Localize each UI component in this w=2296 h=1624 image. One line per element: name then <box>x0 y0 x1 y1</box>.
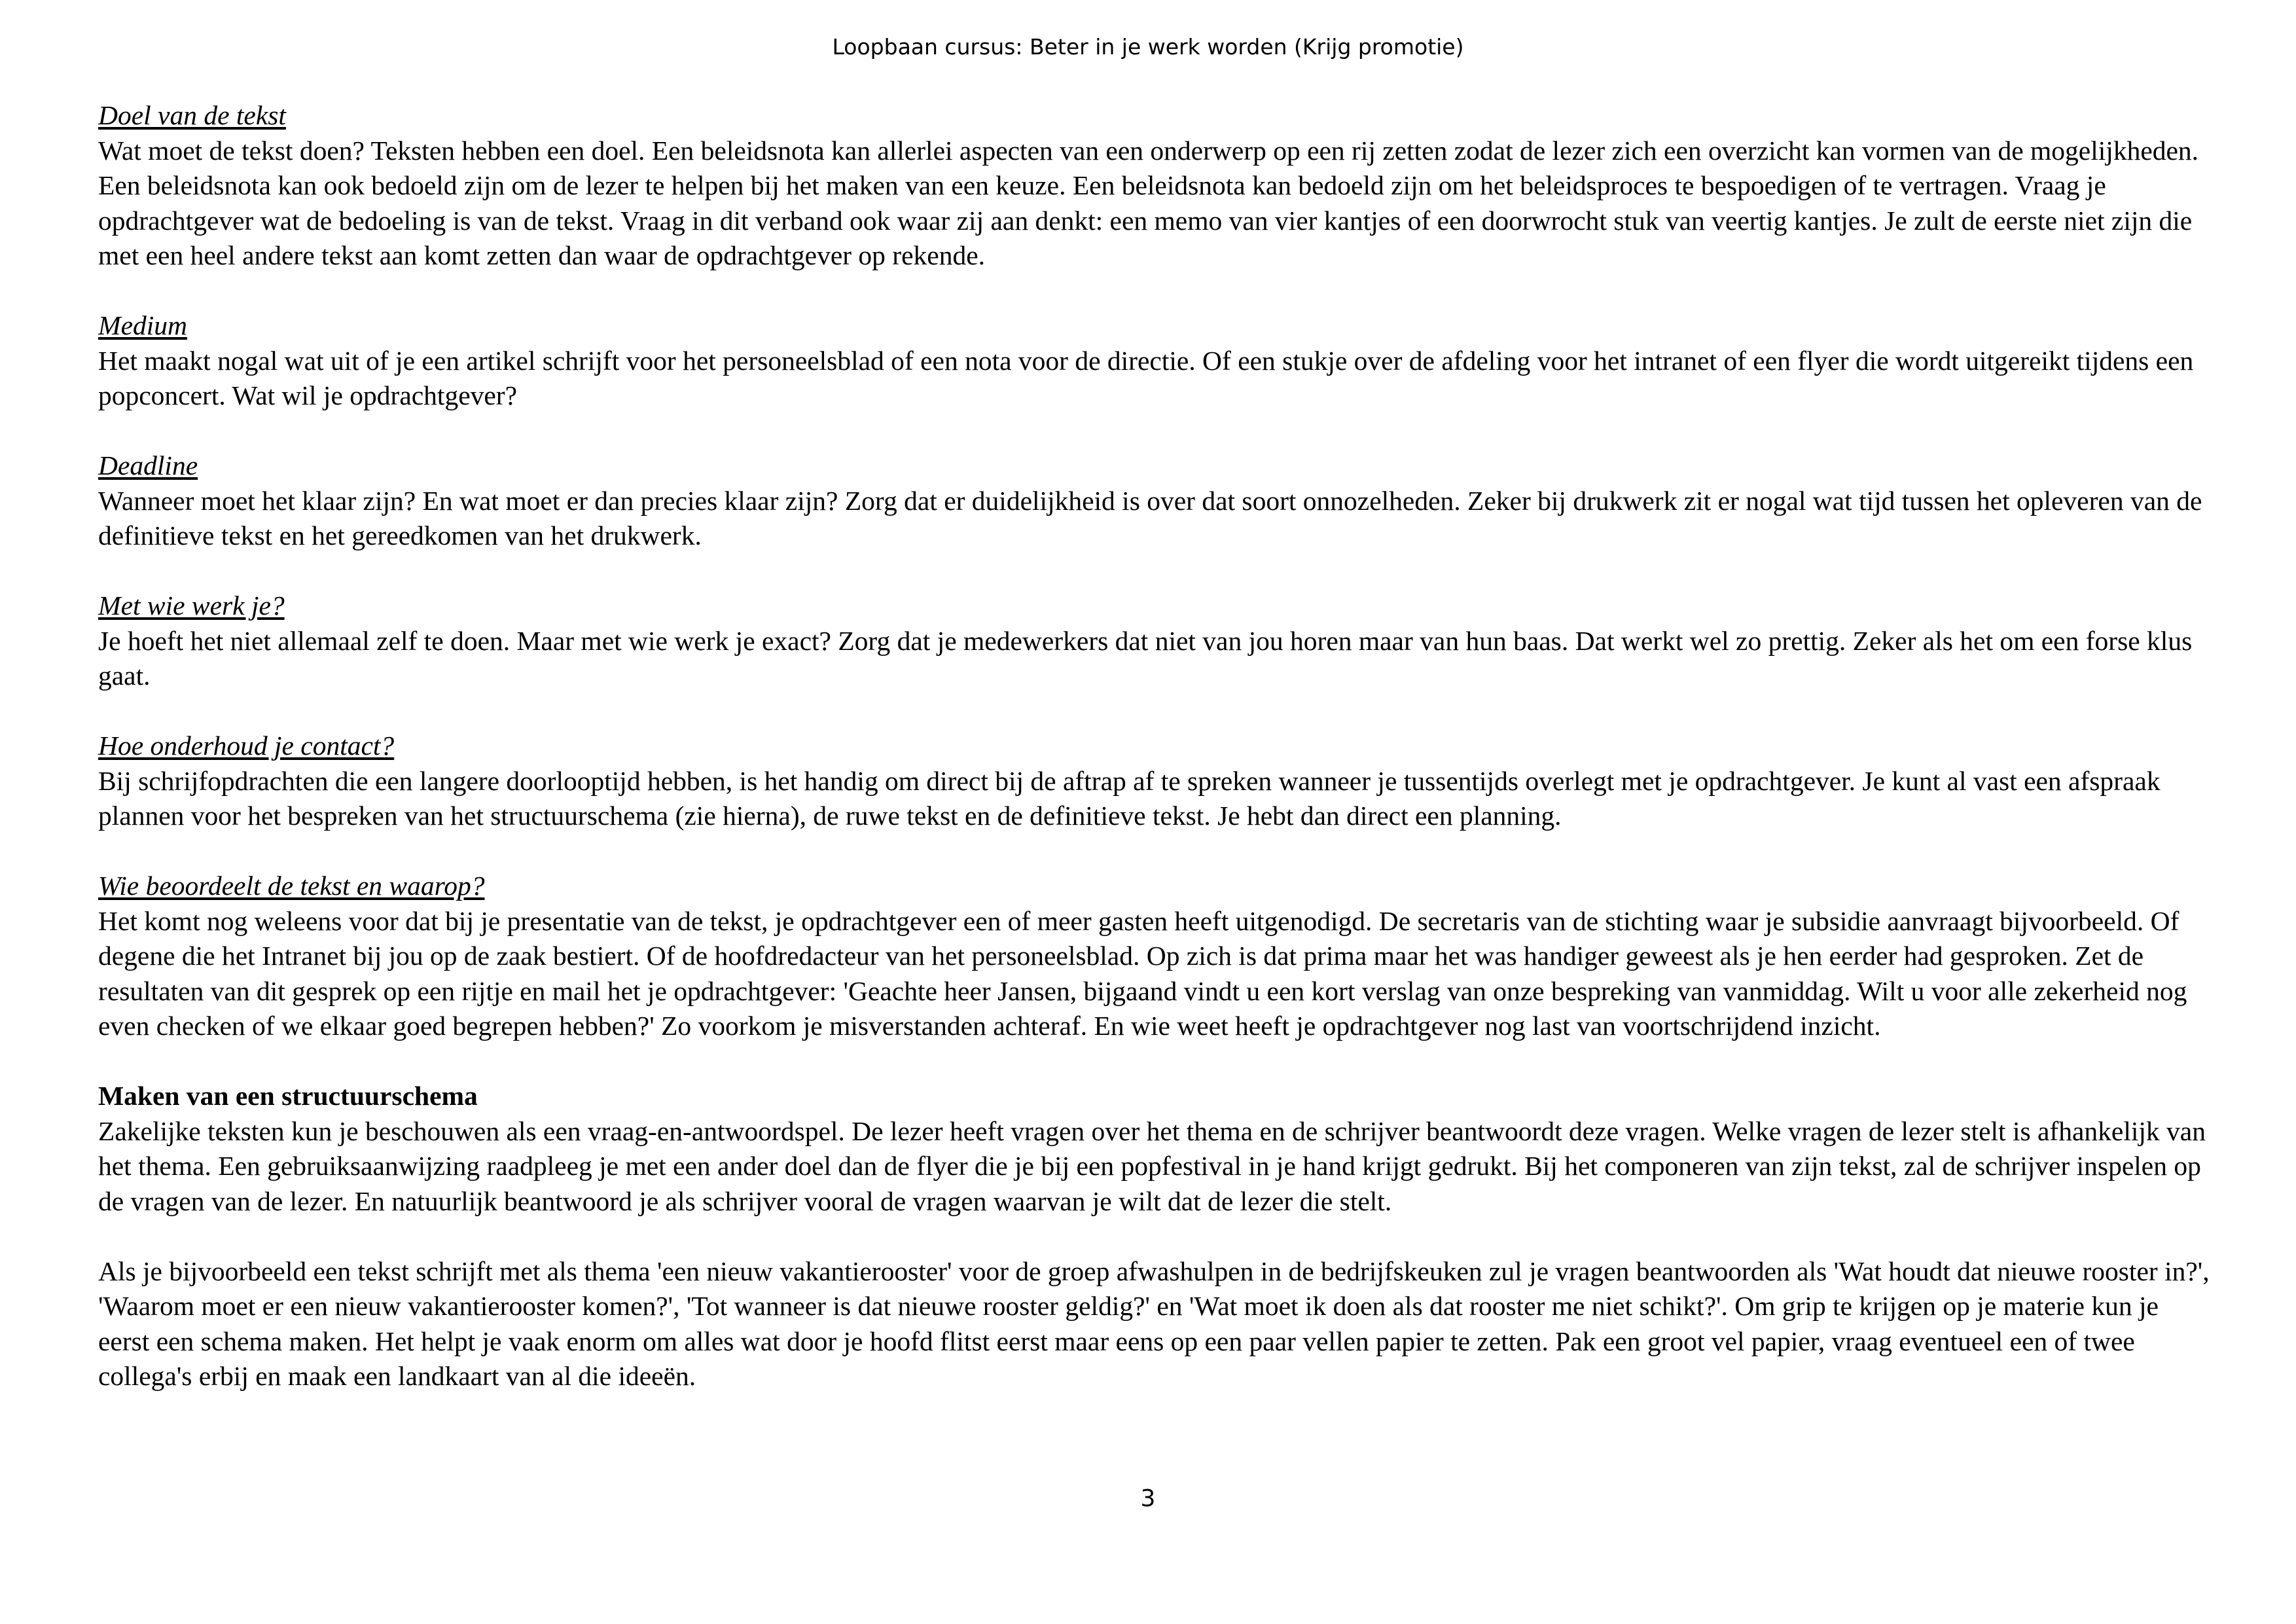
section-paragraph: Het komt nog weleens voor dat bij je presentatie van de tekst, je opdrachtgever een of meer gasten heeft uitgenodigd. De secretaris van de stichting waar je subsidie aanvraagt bijvoorbeeld. Of degene die het Intranet bij jou op de zaak bestiert. Of de hoofdredacteur van het personeelsblad. Op zich is dat prima maar het was handiger geweest als je hen eerder had gesproken. Zet de resultaten van dit gesprek op een rijtje en mail het je opdrachtgever: 'Geachte heer Jansen, bijgaand vindt u een kort verslag van onze bespreking van vanmiddag. Wilt u voor alle zekerheid nog even checken of we elkaar goed begrepen hebben?' Zo voorkom je misverstanden achteraf. En wie weet heeft je opdrachtgever nog last van voortschrijdend inzicht. <box>98 905 2187 1041</box>
section-doel-van-de-tekst <box>98 98 2212 274</box>
page-header: Loopbaan cursus: Beter in je werk worden (Krijg promotie) <box>832 34 1464 60</box>
section-heading: Met wie werk je? <box>98 590 285 621</box>
section-heading: Hoe onderhoud je contact? <box>98 731 395 761</box>
structure-heading: Maken van een structuurschema <box>98 1081 478 1111</box>
section-deadline <box>98 448 2212 554</box>
section-hoe-onderhoud-je-contact <box>98 729 2212 834</box>
section-structure-example <box>98 1254 2212 1394</box>
section-paragraph: Wat moet de tekst doen? Teksten hebben een doel. Een beleidsnota kan allerlei aspecten van een onderwerp op een rij zetten zodat de lezer zich een overzicht kan vormen van de mogelijkheden. Een beleidsnota kan ook bedoeld zijn om de lezer te helpen bij het maken van een keuze. Een beleidsnota kan bedoeld zijn om het beleidsproces te bespoedigen of te vertragen. Vraag je opdrachtgever wat de bedoeling is van de tekst. Vraag in dit verband ook waar zij aan denkt: een memo van vier kantjes of een doorwrocht stuk van veertig kantjes. Je zult de eerste niet zijn die met een heel andere tekst aan komt zetten dan waar de opdrachtgever op rekende. <box>98 135 2199 270</box>
document-body <box>98 98 2212 1429</box>
page-number: 3 <box>1140 1485 1156 1512</box>
section-heading: Deadline <box>98 450 198 480</box>
section-heading: Doel van de tekst <box>98 100 286 130</box>
section-met-wie-werk-je <box>98 588 2212 694</box>
section-wie-beoordeelt-de-tekst <box>98 869 2212 1044</box>
section-paragraph: Je hoeft het niet allemaal zelf te doen. Maar met wie werk je exact? Zorg dat je medewerkers dat niet van jou horen maar van hun baas. Dat werkt wel zo prettig. Zeker als het om een forse klus gaat. <box>98 625 2193 691</box>
section-heading: Wie beoordeelt de tekst en waarop? <box>98 871 485 901</box>
section-maken-van-een-structuurschema <box>98 1079 2212 1219</box>
section-paragraph: Wanneer moet het klaar zijn? En wat moet er dan precies klaar zijn? Zorg dat er duidelijkheid is over dat soort onnozelheden. Zeker bij drukwerk zit er nogal wat tijd tussen het opleveren van de definitieve tekst en het gereedkomen van het drukwerk. <box>98 485 2202 550</box>
section-medium <box>98 308 2212 414</box>
section-paragraph: Het maakt nogal wat uit of je een artikel schrijft voor het personeelsblad of een nota voor de directie. Of een stukje over de afdeling voor het intranet of een flyer die wordt uitgereikt tijdens een popconcert. Wat wil je opdrachtgever? <box>98 345 2194 410</box>
section-paragraph: Bij schrijfopdrachten die een langere doorlooptijd hebben, is het handig om direct bij de aftrap af te spreken wanneer je tussentijds overlegt met je opdrachtgever. Je kunt al vast een afspraak plannen voor het bespreken van het structuurschema (zie hierna), de ruwe tekst en de definitieve tekst. Je hebt dan direct een planning. <box>98 765 2161 831</box>
structure-paragraph-2: Als je bijvoorbeeld een tekst schrijft met als thema 'een nieuw vakantierooster' voor de groep afwashulpen in de bedrijfskeuken zul je vragen beantwoorden als 'Wat houdt dat nieuwe rooster in?', 'Waarom moet er een nieuw vakantierooster komen?', 'Tot wanneer is dat nieuwe rooster geldig?' en 'Wat moet ik doen als dat rooster me niet schikt?'. Om grip te krijgen op je materie kun je eerst een schema maken. Het helpt je vaak enorm om alles wat door je hoofd flitst eerst maar eens op een paar vellen papier te zetten. Pak een groot vel papier, vraag eventueel een of twee collega's erbij en maak een landkaart van al die ideeën. <box>98 1255 2210 1391</box>
section-heading: Medium <box>98 310 187 340</box>
structure-paragraph-1: Zakelijke teksten kun je beschouwen als een vraag-en-antwoordspel. De lezer heeft vragen over het thema en de schrijver beantwoordt deze vragen. Welke vragen de lezer stelt is afhankelijk van het thema. Een gebruiksaanwijzing raadpleeg je met een ander doel dan de flyer die je bij een popfestival in je hand krijgt gedrukt. Bij het componeren van zijn tekst, zal de schrijver inspelen op de vragen van de lezer. En natuurlijk beantwoord je als schrijver vooral de vragen waarvan je wilt dat de lezer die stelt. <box>98 1115 2206 1216</box>
